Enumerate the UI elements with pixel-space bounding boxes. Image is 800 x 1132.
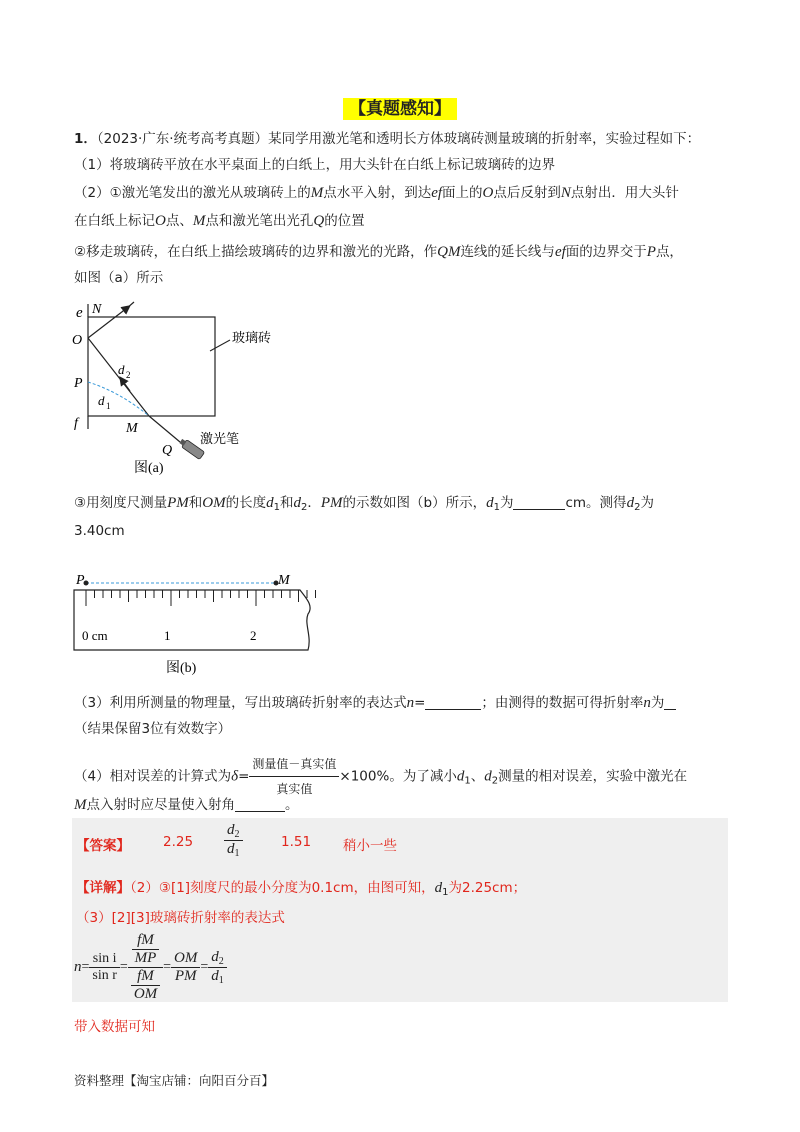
label-e: e (76, 305, 83, 321)
label-d2: d (118, 362, 125, 377)
answer-blank-angle[interactable] (235, 797, 285, 812)
ray-QM (149, 416, 180, 442)
label-N: N (92, 302, 102, 317)
label-f: f (74, 416, 78, 431)
svg-text:1: 1 (106, 401, 111, 411)
refraction-formula: n= $\frac{\text{sin i}}{\text{sin r}}$ = $\frac{\frac{fM}{MP}}{\frac{fM}{OM}}$ = $\frac{OM}{PM}$ = $\frac{d_2}{d_1}$ (74, 932, 227, 1003)
detail-line2: （3）[2][3]玻璃砖折射率的表达式 (76, 910, 285, 926)
step-3-line2: 3.40cm (74, 523, 125, 539)
question-3: （3）利用所测量的物理量，写出玻璃砖折射率的表达式n= ；由测得的数据可得折射率n为 (74, 693, 676, 713)
tick-label-2: 2 (250, 628, 257, 643)
label-M: M (126, 421, 138, 436)
page-title: 【真题感知】 (0, 94, 800, 119)
step-2-line2: 在白纸上标记O点、M点和激光笔出光孔Q的位置 (74, 213, 365, 229)
step-2-ii-line2: 如图（a）所示 (74, 270, 164, 286)
label-P: P (74, 376, 83, 391)
step-3: ③用刻度尺测量PM和OM的长度$d_1$和$d_2$．PM的示数如图（b）所示，$d_1$为 cm。测得$d_2$为 (74, 495, 654, 513)
svg-text:M: M (278, 573, 290, 588)
label-Q: Q (162, 443, 173, 458)
tick-label-1: 1 (164, 628, 171, 643)
figure-a (70, 294, 300, 480)
laser-pen-label: 激光笔 (200, 432, 240, 447)
answer-n: 1.51 (281, 834, 312, 850)
answer-blank-formula[interactable] (425, 695, 481, 710)
answer-formula: $\frac{d_2}{d_1}$ (224, 822, 243, 859)
label-O: O (72, 333, 83, 348)
answer-blank-n[interactable] (664, 695, 676, 710)
footer: 资料整理【淘宝店铺：向阳百分百】 (74, 1073, 275, 1088)
step-2-ii: ②移走玻璃砖，在白纸上描绘玻璃砖的边界和激光的光路，作QM连线的延长线与ef面的边界交于P点， (74, 244, 683, 260)
answer-blank-d1[interactable] (513, 495, 565, 510)
answer-d1: 2.25 (163, 834, 194, 850)
step-2: （2）①激光笔发出的激光从玻璃砖上的M点水平入射，到达ef面上的O点后反射到N点射出．用大头针 (74, 185, 679, 201)
answer-label: 【答案】 (76, 838, 130, 854)
step-1: （1）将玻璃砖平放在水平桌面上的白纸上，用大头针在白纸上标记玻璃砖的边界 (74, 157, 556, 173)
question-4-line2: M点入射时应尽量使入射角 。 (74, 797, 299, 813)
svg-text:P: P (76, 573, 85, 588)
question-3-line2: （结果保留3位有效数字） (74, 721, 232, 737)
svg-text:2: 2 (126, 370, 131, 380)
label-d1: d (98, 393, 105, 408)
detail-line1: 【详解】（2）③[1]刻度尺的最小分度为0.1cm，由图可知，$d_1$为2.25cm； (76, 880, 527, 898)
question-4: （4）相对误差的计算式为δ= $\frac{\text{测量值－真实值}}{\text{真实值}}$ ×100%。为了减小$d_1$、$d_2$测量的相对误差，实验中激光在 (74, 752, 687, 801)
figure-b-caption: 图(b) (166, 661, 197, 676)
substitute-text: 带入数据可知 (74, 1019, 155, 1035)
glass-brick-label: 玻璃砖 (232, 331, 272, 346)
question-stem: 1．（2023·广东·统考高考真题）某同学用激光笔和透明长方体玻璃砖测量玻璃的折射率，实验过程如下： (74, 131, 701, 147)
figure-b-ruler (68, 568, 328, 680)
answer-angle: 稍小一些 (343, 838, 397, 854)
tick-label-0: 0 cm (82, 628, 108, 643)
figure-a-caption: 图(a) (134, 461, 164, 476)
